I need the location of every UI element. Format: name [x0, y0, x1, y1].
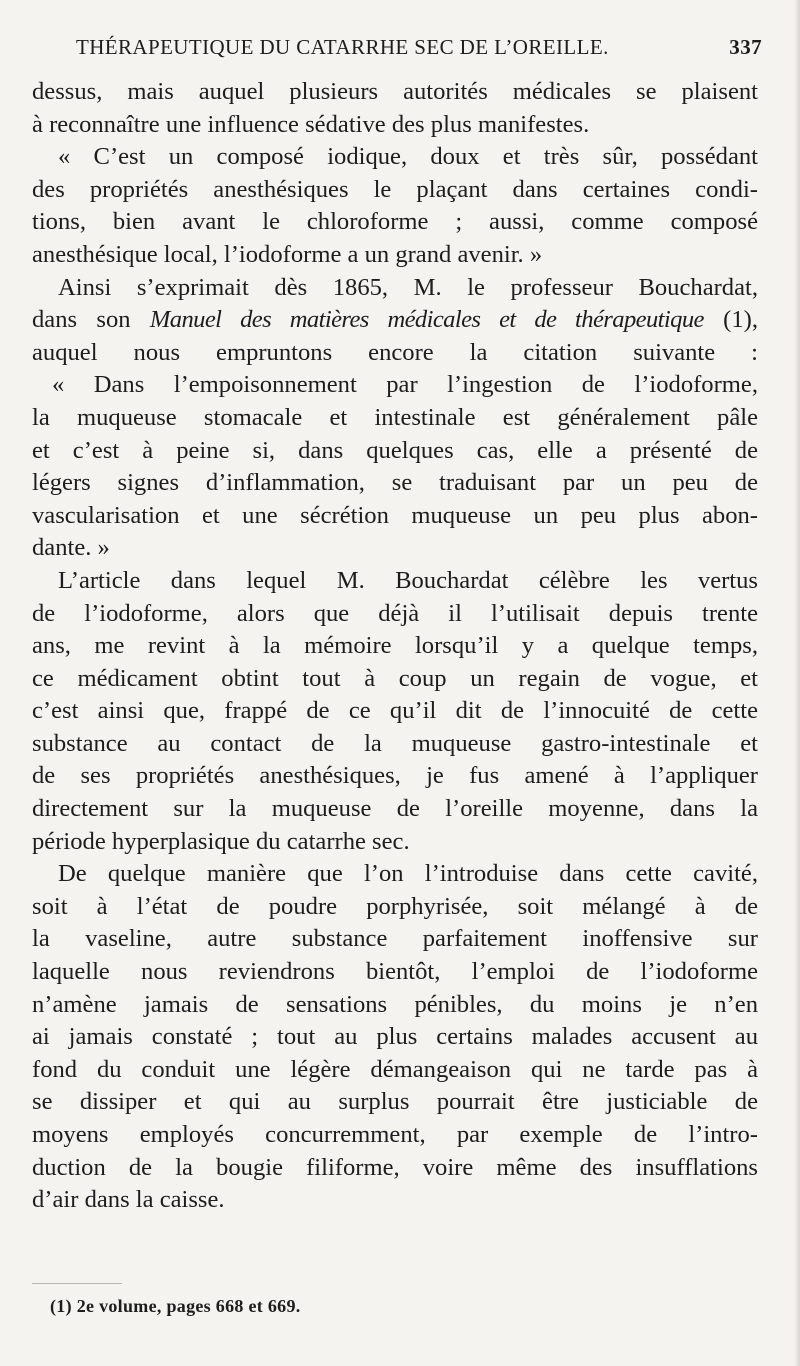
- text-line: laquelle nous reviendrons bientôt, l’emploi de l’iodoforme: [32, 958, 758, 986]
- text-line: de l’iodoforme, alors que déjà il l’utilisait depuis trente: [32, 599, 758, 627]
- text-line: vascularisation et une sécrétion muqueuse un peu plus abon-: [32, 501, 758, 529]
- text-line: n’amène jamais de sensations pénibles, du moins je n’en: [32, 990, 758, 1018]
- text-line: substance au contact de la muqueuse gastro-intestinale et: [32, 729, 758, 757]
- page-number: 337: [729, 35, 762, 59]
- text-line: L’article dans lequel M. Bouchardat célèbre les vertus: [58, 566, 758, 594]
- text-line: moyens employés concurremment, par exemple de l’intro-: [32, 1121, 758, 1148]
- footnote-divider: [32, 1283, 122, 1284]
- text-line: la muqueuse stomacale et intestinale est généralement pâle: [32, 403, 758, 431]
- text-line: « Dans l’empoisonnement par l’ingestion de l’iodoforme,: [52, 371, 758, 399]
- text-line: se dissiper et qui au surplus pourrait être justiciable de: [32, 1088, 758, 1116]
- text-line: De quelque manière que l’on l’introduise dans cette cavité,: [58, 860, 758, 888]
- text-line: dante. »: [32, 534, 110, 562]
- text-line: « C’est un composé iodique, doux et très sûr, possédant: [58, 143, 758, 171]
- footnote: (1) 2e volume, pages 668 et 669.: [50, 1296, 301, 1316]
- text-line: ce médicament obtint tout à coup un regain de vogue, et: [32, 664, 758, 692]
- text-line: ai jamais constaté ; tout au plus certains malades accusent au: [32, 1023, 758, 1051]
- text-line: des propriétés anesthésiques le plaçant dans certaines condi-: [32, 175, 758, 203]
- text-line: duction de la bougie filiforme, voire même des insufflations: [32, 1153, 758, 1181]
- text-line: Ainsi s’exprimait dès 1865, M. le professeur Bouchardat,: [58, 273, 758, 301]
- text-line: légers signes d’inflammation, se traduisant par un peu de: [32, 469, 758, 497]
- footnote-reference: (1),: [723, 306, 758, 334]
- page-edge-shadow: [794, 0, 800, 1366]
- text-line: fond du conduit une légère démangeaison qui ne tarde pas à: [32, 1055, 758, 1083]
- book-title: Manuel des matières médicales et de thérapeutique: [149, 306, 704, 334]
- running-title: THÉRAPEUTIQUE DU CATARRHE SEC DE L’OREILLE.: [76, 35, 609, 59]
- text-line: soit à l’état de poudre porphyrisée, soit mélangé à de: [32, 892, 758, 920]
- text-line: période hyperplasique du catarrhe sec.: [32, 827, 410, 855]
- text-line: dessus, mais auquel plusieurs autorités médicales se plaisent: [32, 78, 758, 105]
- text-line: c’est ainsi que, frappé de ce qu’il dit de l’innocuité de cette: [32, 697, 758, 725]
- text-line: auquel nous empruntons encore la citation suivante :: [32, 338, 758, 366]
- text-line: tions, bien avant le chloroforme ; aussi, comme composé: [32, 208, 758, 236]
- text-line: directement sur la muqueuse de l’oreille moyenne, dans la: [32, 795, 758, 823]
- text-fragment: dans son: [32, 306, 131, 334]
- text-line: et c’est à peine si, dans quelques cas, elle a présenté de: [32, 436, 758, 464]
- text-line: de ses propriétés anesthésiques, je fus amené à l’appliquer: [32, 762, 758, 790]
- text-line: à reconnaître une influence sédative des plus manifestes.: [32, 110, 590, 138]
- page-header: [76, 35, 766, 63]
- text-line: d’air dans la caisse.: [32, 1186, 225, 1214]
- text-line: anesthésique local, l’iodoforme a un grand avenir. »: [32, 240, 543, 268]
- text-line-with-title: [32, 304, 758, 337]
- body-text: [32, 76, 758, 1217]
- text-line: la vaseline, autre substance parfaitement inoffensive sur: [32, 925, 758, 953]
- text-line: ans, me revint à la mémoire lorsqu’il y a quelque temps,: [32, 632, 758, 660]
